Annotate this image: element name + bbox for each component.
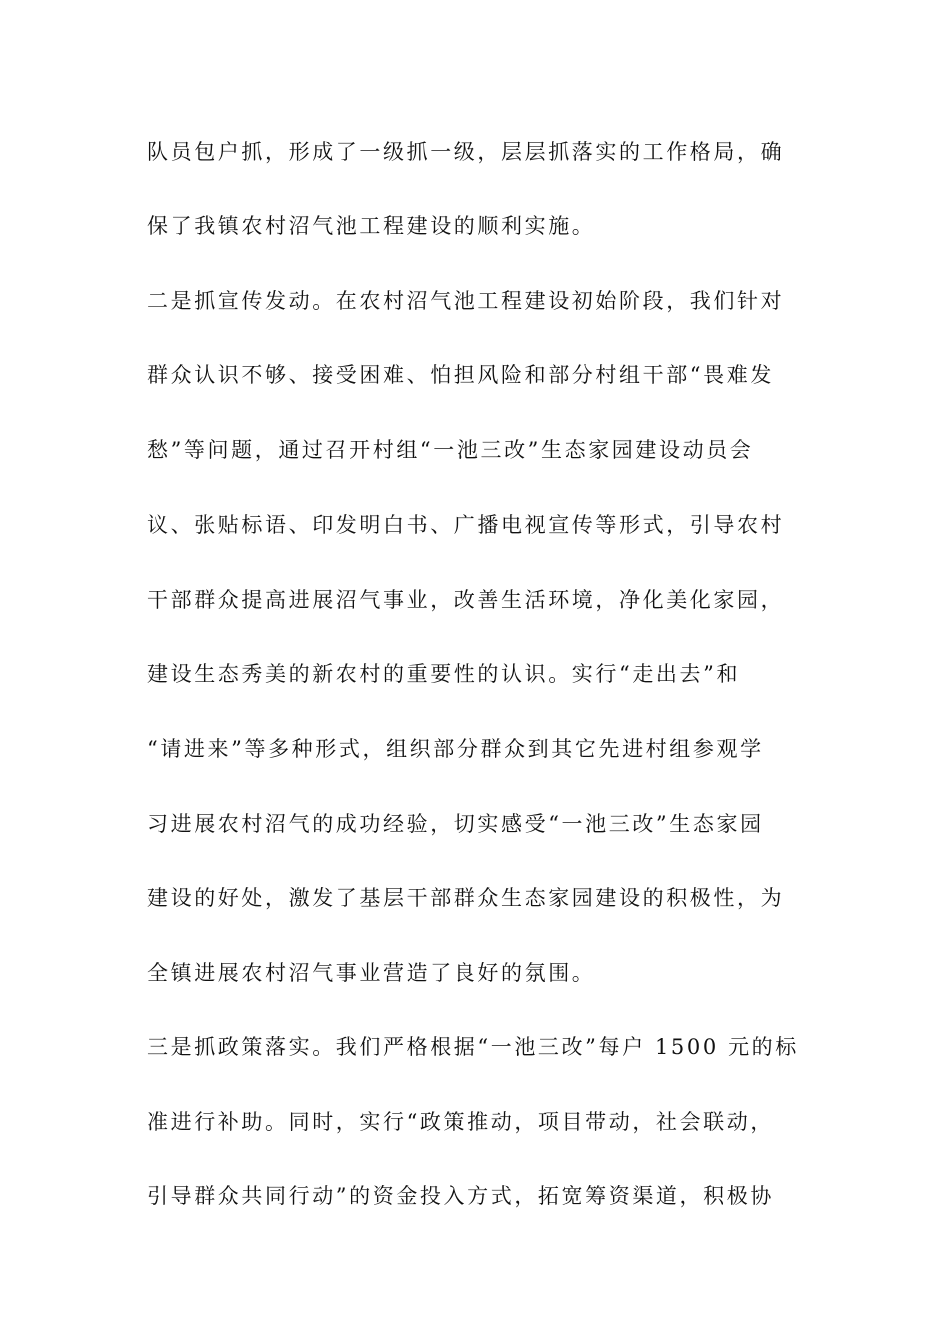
text-line: 干部群众提高进展沼气事业，改善生活环境，净化美化家园， [147,588,785,612]
text-line: 准进行补助。同时，实行“政策推动，项目带动，社会联动， [147,1110,774,1134]
text-line: 群众认识不够、接受困难、怕担风险和部分村组干部“畏难发 [147,363,774,387]
text-line: 建设的好处，激发了基层干部群众生态家园建设的积极性，为 [147,886,785,910]
text-line: 二是抓宣传发动。在农村沼气池工程建设初始阶段，我们针对 [147,289,785,313]
text-line: 三是抓政策落实。我们严格根据“一池三改”每户 1500 元的标 [147,1035,799,1059]
text-line: 愁”等问题，通过召开村组“一池三改”生态家园建设动员会 [147,438,754,462]
text-line: 议、张贴标语、印发明白书、广播电视宣传等形式，引导农村 [147,513,785,537]
text-line: 习进展农村沼气的成功经验，切实感受“一池三改”生态家园 [147,812,764,836]
text-line: 建设生态秀美的新农村的重要性的认识。实行“走出去”和 [147,662,741,686]
text-line: “请进来”等多种形式，组织部分群众到其它先进村组参观学 [147,737,764,761]
text-line: 全镇进展农村沼气事业营造了良好的氛围。 [147,961,596,985]
text-line: 引导群众共同行动”的资金投入方式，拓宽筹资渠道，积极协 [147,1184,774,1208]
text-line: 队员包户抓，形成了一级抓一级，层层抓落实的工作格局，确 [147,140,785,164]
text-line: 保了我镇农村沼气池工程建设的顺利实施。 [147,214,596,238]
